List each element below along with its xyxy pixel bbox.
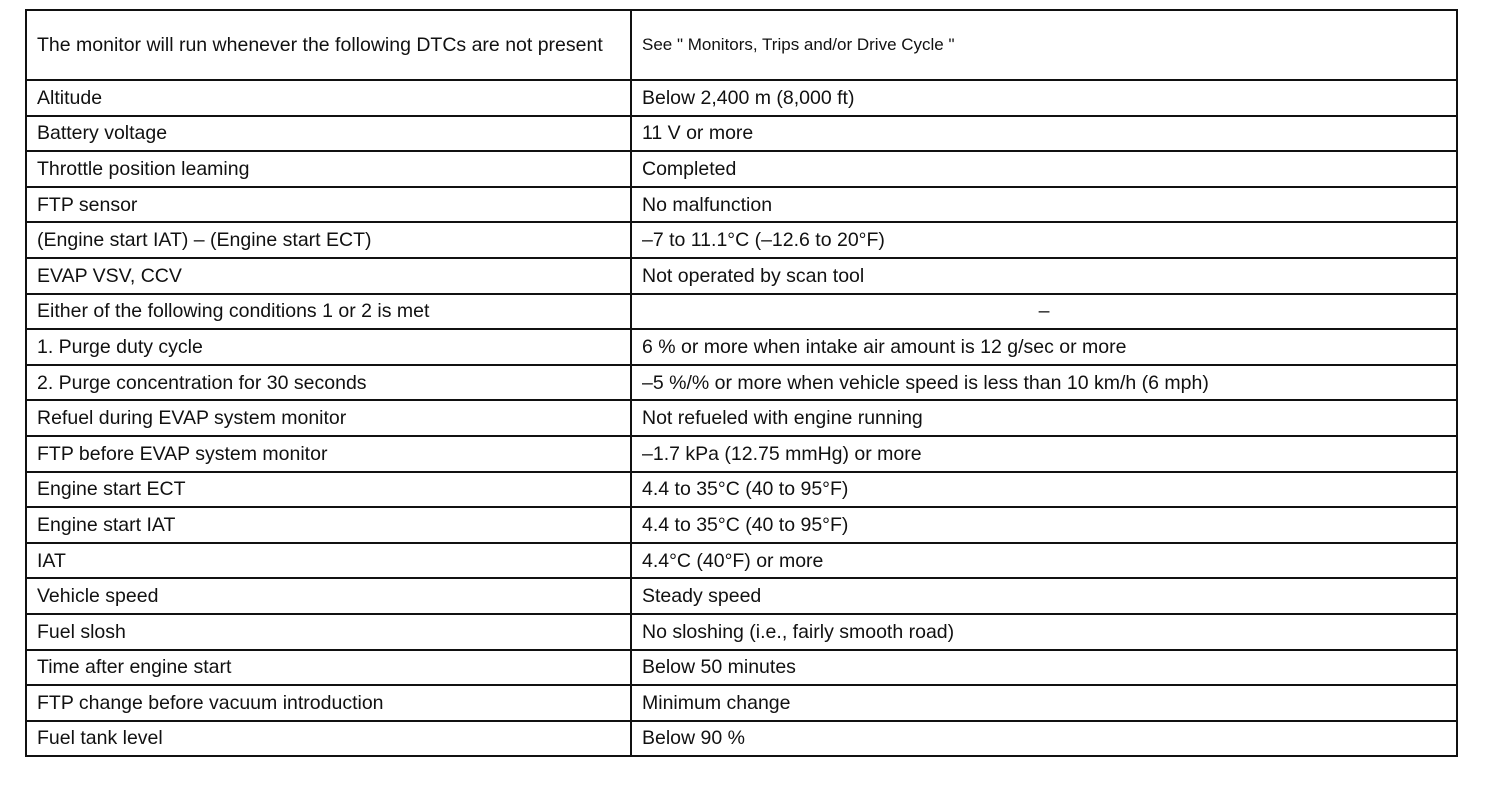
table-row bbox=[26, 365, 1457, 401]
condition-cell: Altitude bbox=[26, 80, 631, 116]
table-row bbox=[26, 614, 1457, 650]
condition-cell: Battery voltage bbox=[26, 116, 631, 152]
table-row bbox=[26, 116, 1457, 152]
table-row bbox=[26, 721, 1457, 757]
table-row bbox=[26, 187, 1457, 223]
value-cell: 4.4 to 35°C (40 to 95°F) bbox=[631, 507, 1457, 543]
table-row bbox=[26, 258, 1457, 294]
value-cell: –7 to 11.1°C (–12.6 to 20°F) bbox=[631, 222, 1457, 258]
condition-cell: FTP before EVAP system monitor bbox=[26, 436, 631, 472]
value-cell: – bbox=[631, 294, 1457, 330]
table-row bbox=[26, 294, 1457, 330]
value-cell: 4.4°C (40°F) or more bbox=[631, 543, 1457, 579]
value-cell: Below 50 minutes bbox=[631, 650, 1457, 686]
table-row bbox=[26, 685, 1457, 721]
value-cell: Completed bbox=[631, 151, 1457, 187]
condition-cell: Engine start ECT bbox=[26, 472, 631, 508]
table-row bbox=[26, 222, 1457, 258]
table-row bbox=[26, 578, 1457, 614]
condition-cell: 2. Purge concentration for 30 seconds bbox=[26, 365, 631, 401]
table-row bbox=[26, 80, 1457, 116]
condition-cell: 1. Purge duty cycle bbox=[26, 329, 631, 365]
value-cell: –5 %/% or more when vehicle speed is less than 10 km/h (6 mph) bbox=[631, 365, 1457, 401]
value-cell: Not operated by scan tool bbox=[631, 258, 1457, 294]
condition-cell: Fuel tank level bbox=[26, 721, 631, 757]
value-cell: Steady speed bbox=[631, 578, 1457, 614]
condition-cell: Fuel slosh bbox=[26, 614, 631, 650]
condition-cell: IAT bbox=[26, 543, 631, 579]
value-cell: Minimum change bbox=[631, 685, 1457, 721]
condition-cell: The monitor will run whenever the following DTCs are not present bbox=[26, 10, 631, 80]
value-cell: Not refueled with engine running bbox=[631, 400, 1457, 436]
condition-cell: FTP sensor bbox=[26, 187, 631, 223]
monitor-conditions-table bbox=[25, 9, 1458, 757]
table-row bbox=[26, 543, 1457, 579]
value-cell: –1.7 kPa (12.75 mmHg) or more bbox=[631, 436, 1457, 472]
table-row bbox=[26, 650, 1457, 686]
table-row bbox=[26, 507, 1457, 543]
value-cell: Below 90 % bbox=[631, 721, 1457, 757]
value-cell: 6 % or more when intake air amount is 12 g/sec or more bbox=[631, 329, 1457, 365]
table-row bbox=[26, 400, 1457, 436]
value-cell: No malfunction bbox=[631, 187, 1457, 223]
condition-cell: (Engine start IAT) – (Engine start ECT) bbox=[26, 222, 631, 258]
value-cell: See " Monitors, Trips and/or Drive Cycle " bbox=[631, 10, 1457, 80]
table-row bbox=[26, 472, 1457, 508]
value-cell: No sloshing (i.e., fairly smooth road) bbox=[631, 614, 1457, 650]
value-cell: Below 2,400 m (8,000 ft) bbox=[631, 80, 1457, 116]
table-row bbox=[26, 151, 1457, 187]
condition-cell: Time after engine start bbox=[26, 650, 631, 686]
condition-cell: FTP change before vacuum introduction bbox=[26, 685, 631, 721]
conditions-table-container bbox=[25, 9, 1456, 757]
value-cell: 11 V or more bbox=[631, 116, 1457, 152]
table-row bbox=[26, 10, 1457, 80]
condition-cell: Refuel during EVAP system monitor bbox=[26, 400, 631, 436]
condition-cell: Either of the following conditions 1 or 2 is met bbox=[26, 294, 631, 330]
condition-cell: Throttle position leaming bbox=[26, 151, 631, 187]
condition-cell: Vehicle speed bbox=[26, 578, 631, 614]
condition-cell: EVAP VSV, CCV bbox=[26, 258, 631, 294]
table-row bbox=[26, 436, 1457, 472]
value-cell: 4.4 to 35°C (40 to 95°F) bbox=[631, 472, 1457, 508]
condition-cell: Engine start IAT bbox=[26, 507, 631, 543]
table-row bbox=[26, 329, 1457, 365]
